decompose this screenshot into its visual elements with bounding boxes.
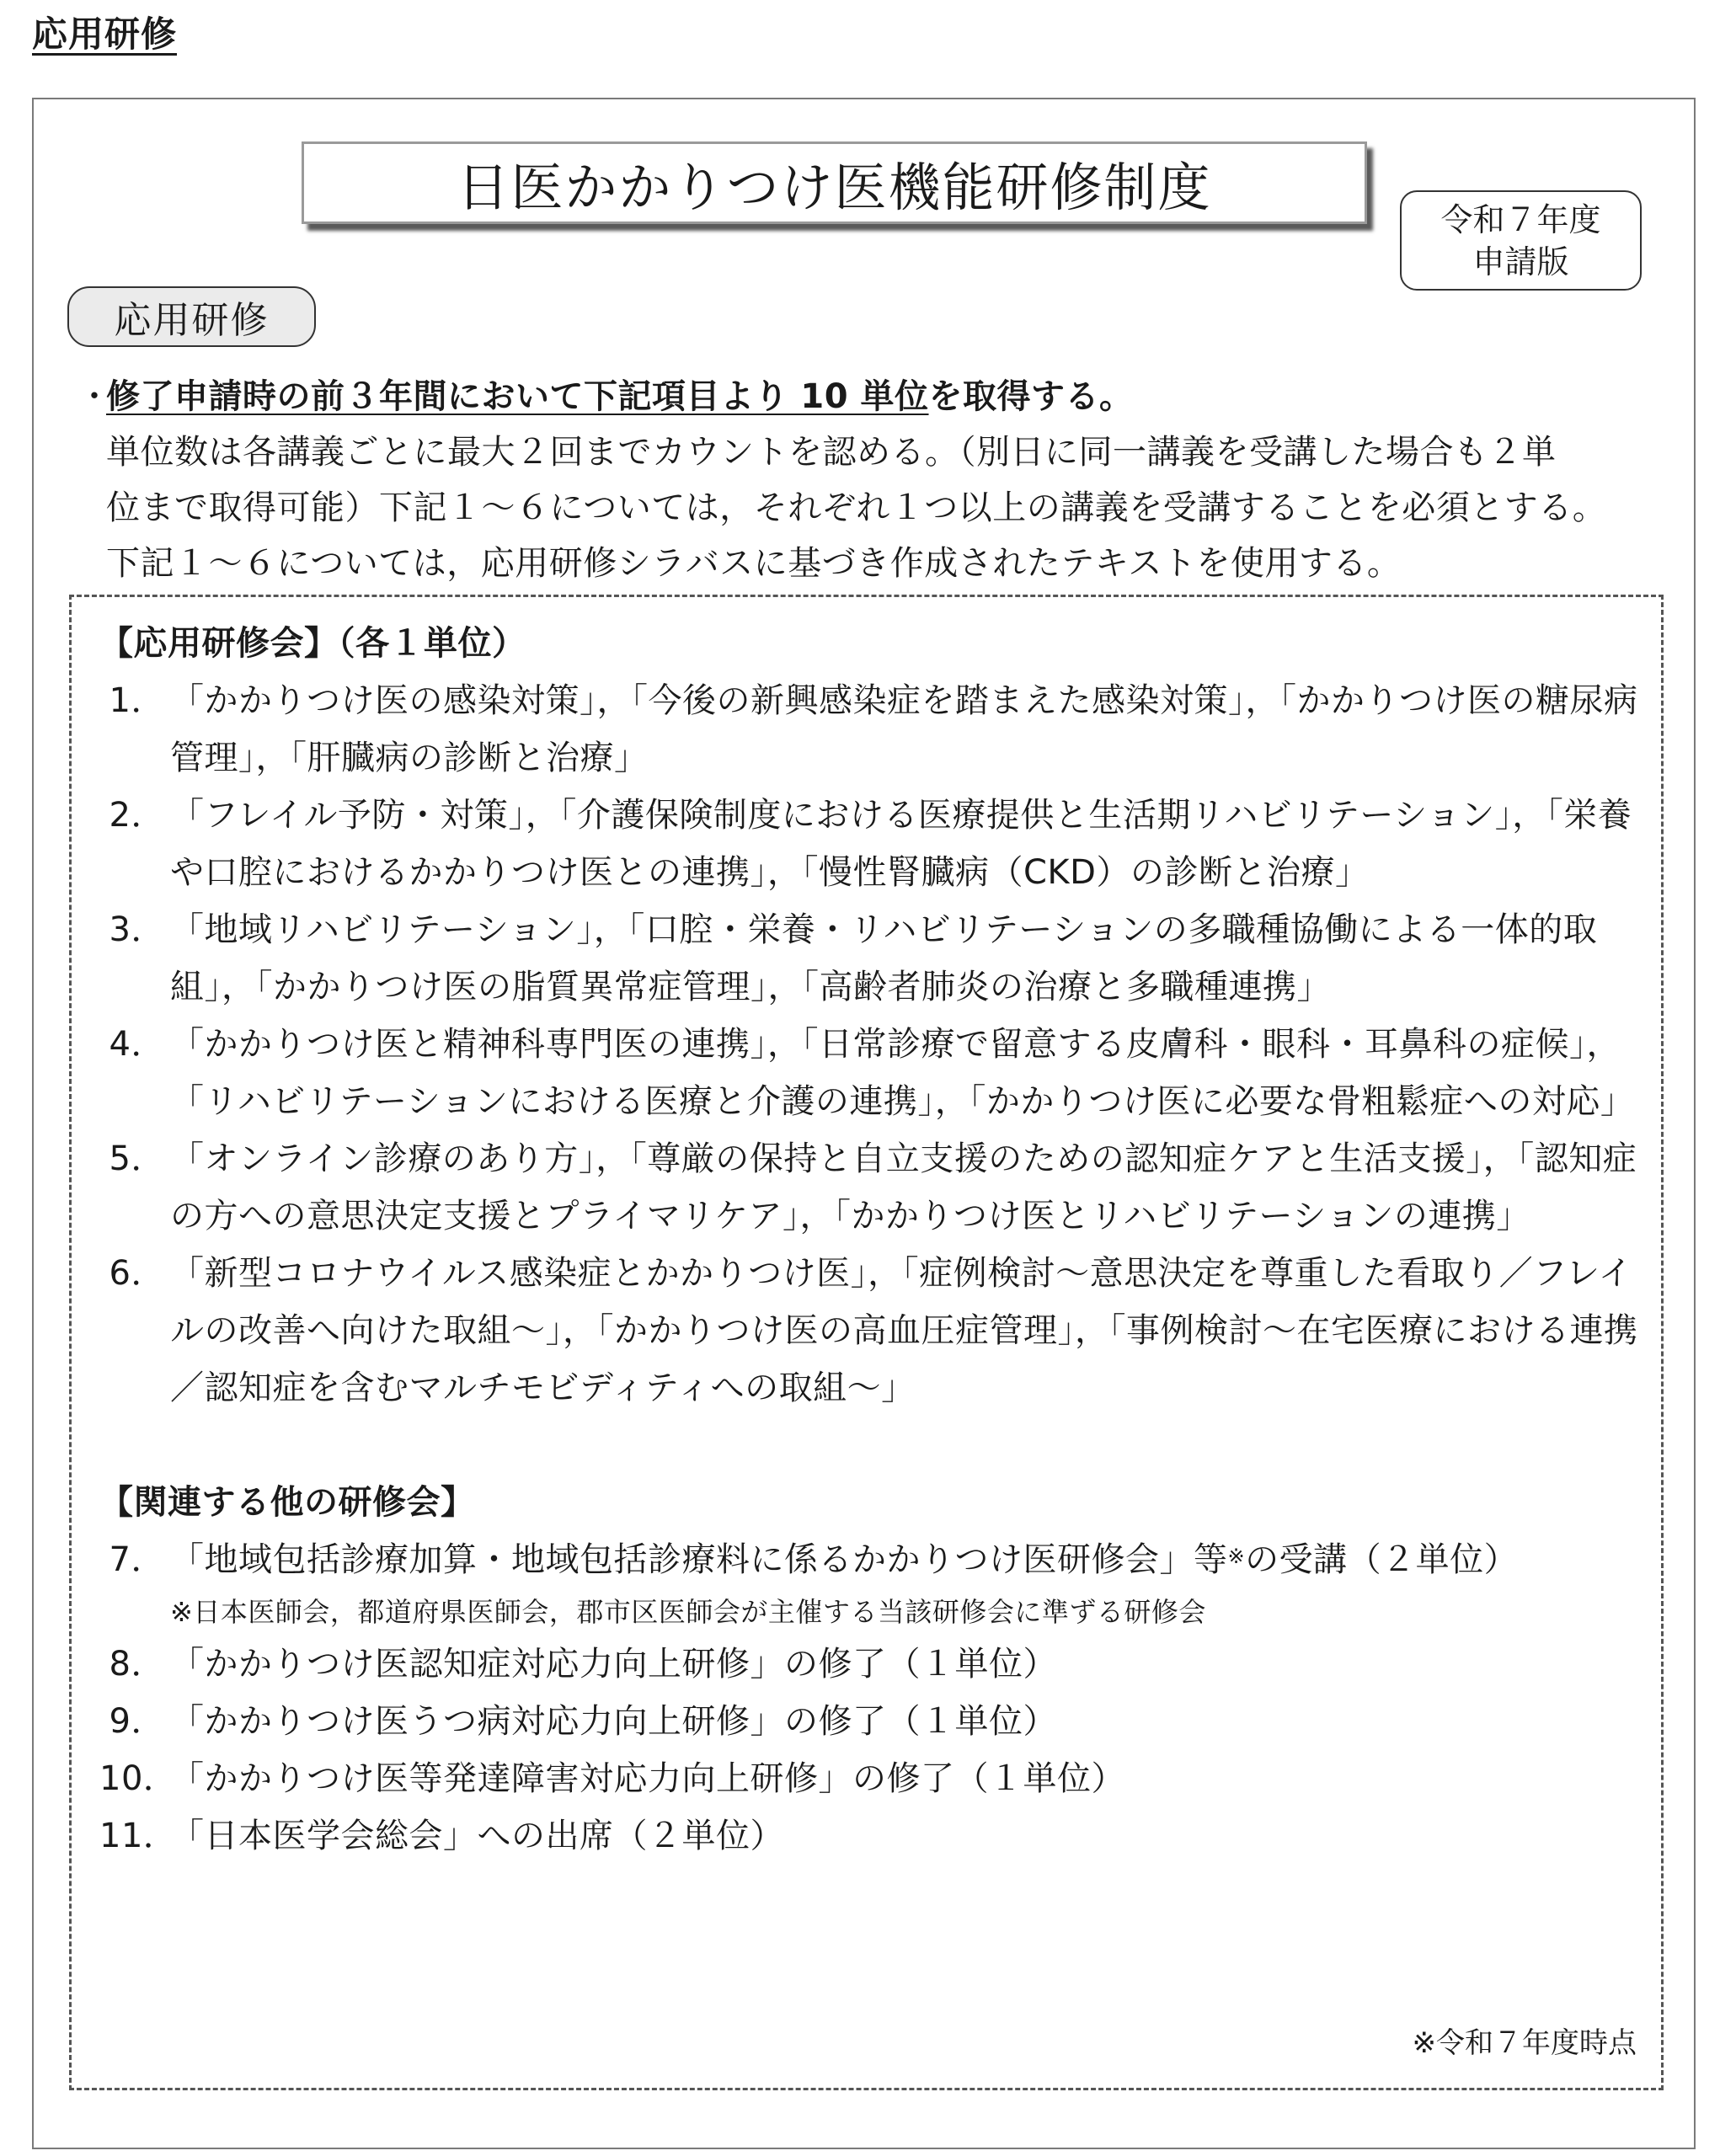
- item-number: 6．: [109, 1254, 165, 1293]
- item-number: 9．: [109, 1702, 165, 1741]
- item-footnote: ※日本医師会，都道府県医師会，郡市区医師会が主催する当該研修会に準ずる研修会: [170, 1596, 1206, 1628]
- item-text: [170, 1531, 1649, 1588]
- item-text: 「かかりつけ医認知症対応力向上研修」の修了（１単位）: [170, 1645, 1057, 1684]
- list-item: [99, 1531, 1649, 1588]
- item-number: 7．: [109, 1540, 165, 1579]
- list-item: [99, 1016, 1649, 1130]
- list-item: [99, 1245, 1649, 1417]
- section-label: [67, 286, 316, 347]
- item-text: 「新型コロナウイルス感染症とかかりつけ医」，「症例検討～意思決定を尊重した看取り／フレイルの改善へ向けた取組～」，「かかりつけ医の高血圧症管理」，「事例検討～在宅医療における連携／認知症を含むマルチモビディティへの取組～」: [170, 1254, 1638, 1407]
- item-text: 「フレイル予防・対策」，「介護保険制度における医療提供と生活期リハビリテーション」，「栄養や口腔におけるかかりつけ医との連携」，「慢性腎臓病（CKD）の診断と治療」: [170, 796, 1632, 892]
- item-number: 2．: [109, 796, 165, 835]
- list-item: [99, 672, 1649, 787]
- bullet-mark: ・: [77, 377, 112, 416]
- list-item: [99, 787, 1649, 901]
- footer-note: ※令和７年度時点: [1412, 2026, 1637, 2060]
- item-text: 「地域リハビリテーション」，「口腔・栄養・リハビリテーションの多職種協働による一体的取組」，「かかりつけ医の脂質異常症管理」，「高齢者肺炎の治療と多職種連携」: [170, 910, 1598, 1006]
- item-number: 1．: [109, 681, 165, 720]
- item-number: 3．: [109, 910, 165, 949]
- intro-line: 下記１～６については，応用研修シラバスに基づき作成されたテキストを使用する。: [106, 544, 1402, 583]
- item-text: 「かかりつけ医と精神科専門医の連携」，「日常診療で留意する皮膚科・眼科・耳鼻科の症候」，「リハビリテーションにおける医療と介護の連携」，「かかりつけ医に必要な骨粗鬆症への対応」: [170, 1025, 1635, 1121]
- group-heading-applied: 【応用研修会】（各１単位）: [99, 624, 526, 663]
- edition-year: 令和７年度: [1440, 200, 1601, 238]
- item-number: 11．: [99, 1817, 178, 1855]
- item-text: 「オンライン診療のあり方」，「尊厳の保持と自立支援のための認知症ケアと生活支援」，「認知症の方への意思決定支援とプライマリケア」，「かかりつけ医とリハビリテーションの連携」: [170, 1139, 1637, 1235]
- item-text: 「かかりつけ医うつ病対応力向上研修」の修了（１単位）: [170, 1702, 1057, 1741]
- list-item: [99, 1693, 1649, 1750]
- item-text-main: 「地域包括診療加算・地域包括診療料に係るかかりつけ医研修会」等: [170, 1540, 1228, 1579]
- item-number: 8．: [109, 1645, 165, 1684]
- footnote-mark: ※: [1227, 1545, 1246, 1568]
- section-label-text: 応用研修: [114, 299, 270, 342]
- item-text-tail: の受講（２単位）: [1245, 1540, 1519, 1579]
- requirement-underlined: 修了申請時の前３年間において下記項目より 10 単位: [106, 377, 929, 416]
- list-item: [99, 1750, 1649, 1807]
- course-list: [99, 615, 1649, 1865]
- item-text: 「かかりつけ医等発達障害対応力向上研修」の修了（１単位）: [170, 1759, 1125, 1798]
- item-text: 「かかりつけ医の感染対策」，「今後の新興感染症を踏まえた感染対策」，「かかりつけ医の糖尿病管理」，「肝臓病の診断と治療」: [170, 681, 1638, 777]
- edition-type: 申請版: [1472, 243, 1569, 280]
- requirement-line: [77, 369, 1678, 424]
- list-item: [99, 901, 1649, 1016]
- intro-text: [77, 369, 1678, 591]
- item-number: 5．: [109, 1139, 165, 1178]
- document-title-text: 日医かかりつけ医機能研修制度: [457, 156, 1212, 218]
- list-item: [99, 1807, 1649, 1865]
- intro-line: 単位数は各講義ごとに最大２回までカウントを認める。（別日に同一講義を受講した場合も２単: [106, 433, 1557, 472]
- page-heading: 応用研修: [32, 13, 178, 55]
- intro-line: 位まで取得可能）下記１～６については，それぞれ１つ以上の講義を受講することを必須とする。: [106, 488, 1607, 527]
- group-spacer: [99, 1417, 1649, 1474]
- item-number: 10．: [99, 1759, 178, 1798]
- group-heading-related: 【関連する他の研修会】: [99, 1483, 475, 1522]
- requirement-tail: を取得する。: [928, 377, 1134, 416]
- document-title: [302, 141, 1367, 224]
- list-item: [99, 1130, 1649, 1245]
- item-number: 4．: [109, 1025, 165, 1064]
- list-item: [99, 1636, 1649, 1693]
- edition-badge: [1400, 190, 1642, 291]
- item-text: 「日本医学会総会」への出席（２単位）: [170, 1817, 784, 1855]
